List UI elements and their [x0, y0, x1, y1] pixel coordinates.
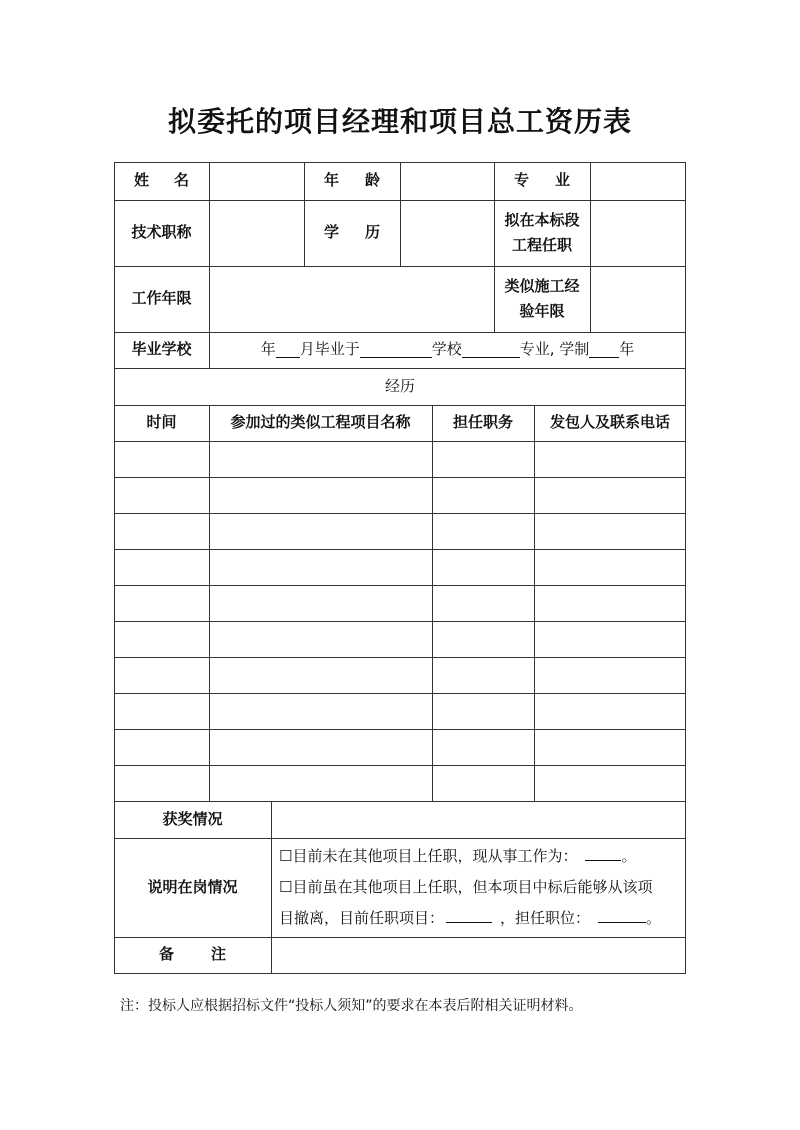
grad-month-text: 月毕业于	[299, 340, 360, 359]
table-row[interactable]	[114, 621, 686, 657]
grad-school-blank[interactable]	[360, 342, 432, 358]
field-similar-experience-value[interactable]	[590, 266, 686, 332]
table-row[interactable]	[114, 549, 686, 585]
label-age-char1: 年	[324, 171, 340, 190]
label-major-char1: 专	[514, 171, 530, 190]
table-row[interactable]	[114, 765, 686, 801]
status-option-2-text: ☐目前虽在其他项目上任职，但本项目中标后能够从该项	[279, 878, 653, 896]
field-age-value[interactable]	[400, 162, 494, 200]
status-options	[271, 838, 686, 937]
field-name-value[interactable]	[209, 162, 304, 200]
col-header-position: 担任职务	[452, 413, 513, 432]
table-row[interactable]	[114, 657, 686, 693]
label-current-status: 说明在岗情况	[147, 877, 238, 896]
label-similar-line2: 验年限	[519, 302, 565, 320]
field-proposed-post-value[interactable]	[590, 200, 686, 266]
col-header-employer-contact: 发包人及联系电话	[549, 413, 670, 432]
field-work-years-value[interactable]	[209, 266, 494, 332]
grad-year-text: 年	[260, 340, 276, 359]
label-major-char2: 业	[554, 171, 570, 190]
label-remarks-char1: 备	[159, 945, 175, 964]
table-row[interactable]	[114, 729, 686, 765]
table-row[interactable]	[114, 513, 686, 549]
status-option-2-cont	[279, 903, 678, 934]
label-age-char2: 龄	[364, 171, 380, 190]
grad-year-blank[interactable]	[276, 342, 300, 358]
table-row[interactable]	[114, 693, 686, 729]
footnote: 注：投标人应根据招标文件“投标人须知”的要求在本表后附相关证明材料。	[120, 998, 583, 1014]
status-option-2-end: 。	[646, 909, 662, 927]
label-name-char2: 名	[173, 171, 189, 190]
status-option-2-project-text: 目撤离，目前任职项目：	[279, 909, 445, 927]
label-school: 毕业学校	[131, 340, 192, 359]
status-option-1-end: 。	[621, 847, 637, 865]
label-major	[494, 162, 590, 200]
field-tech-title-value[interactable]	[209, 200, 304, 266]
label-similar-experience-years	[494, 266, 590, 332]
field-education-value[interactable]	[400, 200, 494, 266]
table-row[interactable]	[114, 477, 686, 513]
label-name	[114, 162, 209, 200]
page-title: 拟委托的项目经理和项目总工资历表	[167, 105, 632, 138]
table-row[interactable]	[114, 585, 686, 621]
field-awards-value[interactable]	[271, 801, 686, 838]
resume-table	[114, 162, 686, 974]
status-option-1[interactable]	[279, 841, 678, 872]
field-major-value[interactable]	[590, 162, 686, 200]
status-option-2-position-text: ，担任职位：	[500, 909, 591, 927]
section-experience: 经历	[384, 376, 415, 395]
label-education	[304, 200, 400, 266]
current-position-blank[interactable]	[598, 907, 646, 923]
label-tech-title: 技术职称	[131, 223, 192, 242]
label-remarks	[114, 937, 271, 973]
status-option-2[interactable]	[279, 872, 678, 903]
current-project-blank[interactable]	[446, 907, 492, 923]
label-name-char1: 姓	[134, 171, 150, 190]
label-proposed-post-line1: 拟在本标段	[504, 210, 580, 229]
label-awards: 获奖情况	[162, 809, 223, 828]
label-work-years: 工作年限	[131, 289, 192, 308]
table-row[interactable]	[114, 441, 686, 477]
table-border	[114, 973, 686, 974]
label-education-char2: 历	[364, 223, 380, 242]
label-education-char1: 学	[324, 223, 340, 242]
label-proposed-post-line2: 工程任职	[511, 236, 572, 254]
grad-school-text: 学校	[431, 340, 462, 359]
grad-major-blank[interactable]	[462, 342, 520, 358]
status-option-1-text: ☐目前未在其他项目上任职，现从事工作为：	[279, 847, 578, 865]
grad-major-text: 专业, 学制	[519, 340, 590, 359]
field-remarks-value[interactable]	[271, 937, 686, 973]
grad-length-blank[interactable]	[589, 342, 619, 358]
grad-length-unit: 年	[619, 340, 635, 359]
label-similar-line1: 类似施工经	[504, 276, 580, 295]
graduation-sentence	[209, 332, 686, 368]
col-header-time: 时间	[146, 413, 177, 432]
label-proposed-post	[494, 200, 590, 266]
col-header-project-name: 参加过的类似工程项目名称	[230, 413, 411, 432]
label-age	[304, 162, 400, 200]
label-remarks-char2: 注	[210, 945, 226, 964]
current-work-blank[interactable]	[585, 845, 621, 861]
